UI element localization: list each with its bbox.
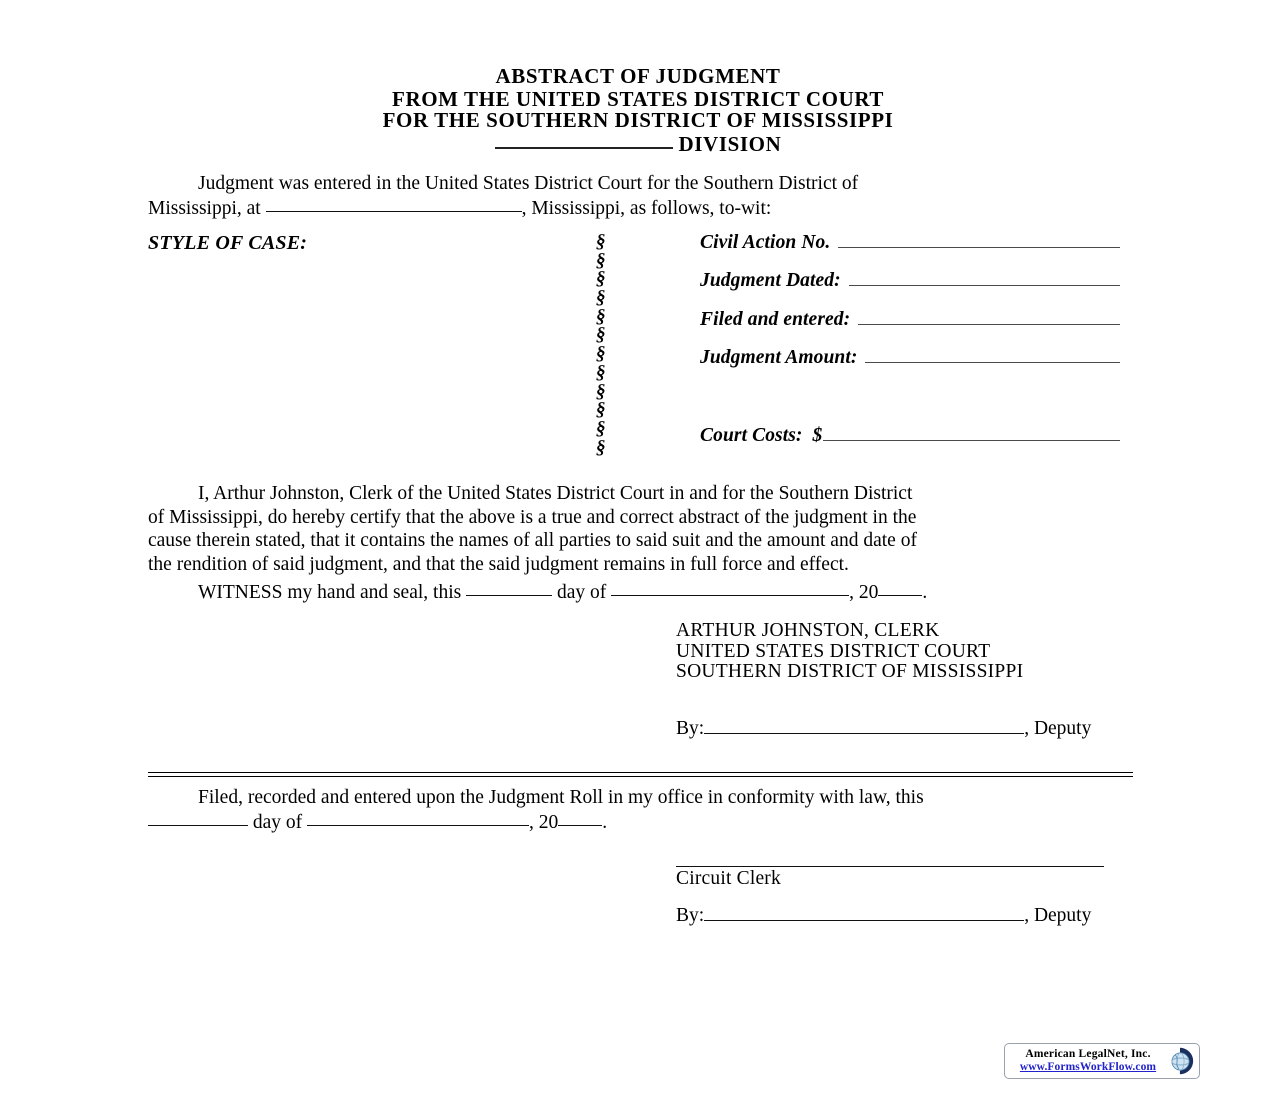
section-symbol: § <box>596 436 606 458</box>
intro-line-2-prefix: Mississippi, at <box>148 197 261 219</box>
badge-company-name: American LegalNet, Inc. <box>1025 1047 1151 1060</box>
filing-day-field[interactable] <box>148 810 248 826</box>
witness-year-prefix: , 20 <box>849 582 879 603</box>
section-symbol: § <box>596 380 606 402</box>
witness-paragraph <box>148 580 1133 605</box>
badge-text-group <box>1011 1048 1165 1075</box>
clerk-name: ARTHUR JOHNSTON, CLERK <box>676 620 940 641</box>
deputy-label: , Deputy <box>1024 905 1092 926</box>
division-label: DIVISION <box>678 131 782 156</box>
section-symbol: § <box>596 231 606 252</box>
filing-year-prefix: , 20 <box>529 811 559 833</box>
certification-paragraph <box>148 482 1133 576</box>
witness-month-field[interactable] <box>611 580 849 596</box>
field-label: Judgment Dated: <box>700 270 841 291</box>
section-symbol: § <box>596 324 606 346</box>
circuit-deputy-by-line <box>676 905 1091 927</box>
field-row-filed-and-entered <box>700 309 1120 331</box>
field-input-filed-and-entered[interactable] <box>858 310 1120 325</box>
dollar-sign: $ <box>812 425 823 446</box>
filing-month-field[interactable] <box>307 810 529 826</box>
field-row-court-costs <box>700 425 1120 447</box>
section-symbol-column <box>596 233 606 457</box>
field-input-judgment-amount[interactable] <box>865 348 1120 363</box>
filing-suffix: . <box>602 811 608 833</box>
city-blank-field[interactable] <box>266 196 522 212</box>
clerk-district: SOUTHERN DISTRICT OF MISSISSIPPI <box>676 661 1024 682</box>
title-line-2: FROM THE UNITED STATES DISTRICT COURT <box>392 86 884 111</box>
witness-mid: day of <box>556 582 607 603</box>
division-blank-field[interactable] <box>495 147 673 149</box>
field-row-civil-action-no <box>700 232 1120 254</box>
title-line-1: ABSTRACT OF JUDGMENT <box>495 64 781 88</box>
field-input-civil-action-no[interactable] <box>838 233 1120 248</box>
filing-mid: day of <box>252 811 303 833</box>
field-label: Filed and entered: <box>700 309 851 330</box>
section-symbol: § <box>596 268 606 290</box>
section-symbol: § <box>596 305 606 327</box>
style-of-case-label: STYLE OF CASE: <box>148 232 308 254</box>
section-symbol: § <box>596 399 606 421</box>
circuit-deputy-signature-field[interactable] <box>704 905 1024 921</box>
deputy-label: , Deputy <box>1024 718 1092 739</box>
clerk-deputy-by-line <box>676 718 1091 740</box>
intro-line-1: Judgment was entered in the United States District Court for the Southern District of <box>198 173 859 194</box>
title-line-3: FOR THE SOUTHERN DISTRICT OF MISSISSIPPI <box>382 108 894 132</box>
section-symbol: § <box>596 361 606 383</box>
by-label: By: <box>676 905 705 926</box>
badge-website-link[interactable]: www.FormsWorkFlow.com <box>1019 1061 1157 1073</box>
certification-line-2: of Mississippi, do hereby certify that the above is a true and correct abstract of the judgment in the <box>148 506 917 528</box>
witness-suffix: . <box>922 582 928 603</box>
section-symbol: § <box>596 343 606 365</box>
field-label: Judgment Amount: <box>700 347 858 368</box>
section-symbol: § <box>596 417 606 439</box>
clerk-signature-block <box>676 621 1023 683</box>
certification-line-4: the rendition of said judgment, and that the said judgment remains in full force and effect. <box>148 553 849 575</box>
clerk-deputy-signature-field[interactable] <box>704 718 1024 734</box>
clerk-court: UNITED STATES DISTRICT COURT <box>676 640 991 662</box>
globe-ring-logo-icon <box>1165 1046 1195 1076</box>
field-row-judgment-dated <box>700 270 1120 292</box>
section-divider <box>148 772 1133 777</box>
filing-year-field[interactable] <box>558 810 602 826</box>
filing-paragraph <box>148 786 1133 834</box>
division-line <box>148 133 1128 155</box>
field-label: Civil Action No. <box>700 232 831 253</box>
field-input-judgment-dated[interactable] <box>849 271 1120 286</box>
by-label: By: <box>676 718 705 739</box>
intro-paragraph <box>148 172 1133 220</box>
american-legalnet-badge <box>1004 1043 1200 1079</box>
circuit-clerk-signature-field[interactable] <box>676 866 1104 867</box>
witness-prefix: WITNESS my hand and seal, this <box>198 582 462 603</box>
field-label: Court Costs: <box>700 425 803 446</box>
intro-line-2-suffix: , Mississippi, as follows, to-wit: <box>521 197 772 219</box>
section-symbol: § <box>596 287 606 309</box>
certification-line-3: cause therein stated, that it contains the names of all parties to said suit and the amount and date of <box>148 530 917 551</box>
field-input-court-costs[interactable] <box>823 426 1120 441</box>
witness-day-field[interactable] <box>466 580 552 596</box>
filing-line-1: Filed, recorded and entered upon the Judgment Roll in my office in conformity with law, this <box>198 787 924 808</box>
document-title-block <box>148 66 1128 155</box>
field-row-judgment-amount <box>700 347 1120 369</box>
section-symbol: § <box>596 249 606 271</box>
circuit-clerk-label: Circuit Clerk <box>676 868 781 889</box>
certification-line-1: I, Arthur Johnston, Clerk of the United States District Court in and for the Southern District <box>198 483 913 504</box>
witness-year-field[interactable] <box>878 580 922 596</box>
